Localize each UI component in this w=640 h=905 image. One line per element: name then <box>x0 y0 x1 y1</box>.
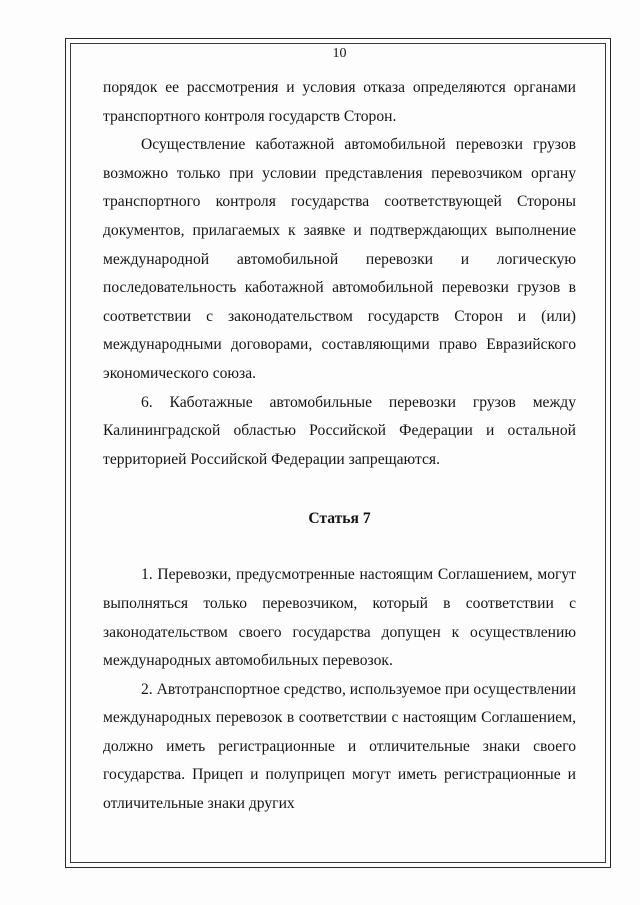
article-heading: Статья 7 <box>308 510 371 528</box>
paragraph: Осуществление каботажной автомобильной перевозки грузов возможно только при условии представления перевозчиком органу транспортного контроля государства соответствующей Стороны документов, прилагаемых к заявке и подтверждающих выполнение международной автомобильной перевозки и логическую последовательность каботажной автомобильной перевозки грузов в соответствии с законодательством государств Сторон и (или) международными договорами, составляющими право Евразийского экономического союза. <box>103 136 576 382</box>
paragraph: 2. Автотранспортное средство, используемое при осуществлении международных перевозок в соответствии с настоящим Соглашением, должно иметь регистрационные и отличительные знаки своего государства. Прицеп и полуприцеп могут иметь регистрационные и отличительные знаки других <box>103 680 576 813</box>
page-content <box>103 44 576 819</box>
paragraph: 6. Каботажные автомобильные перевозки грузов между Калининградской областью Российской Федерации и остальной территорией Российской Федерации запрещаются. <box>103 393 576 468</box>
page-number: 10 <box>332 46 347 61</box>
paragraph: 1. Перевозки, предусмотренные настоящим Соглашением, могут выполняться только перевозчиком, который в соответствии с законодательством своего государства допущен к осуществлению международных автомобильных перевозок. <box>103 566 576 670</box>
paragraph: порядок ее рассмотрения и условия отказа определяются органами транспортного контроля государств Сторон. <box>103 79 576 125</box>
